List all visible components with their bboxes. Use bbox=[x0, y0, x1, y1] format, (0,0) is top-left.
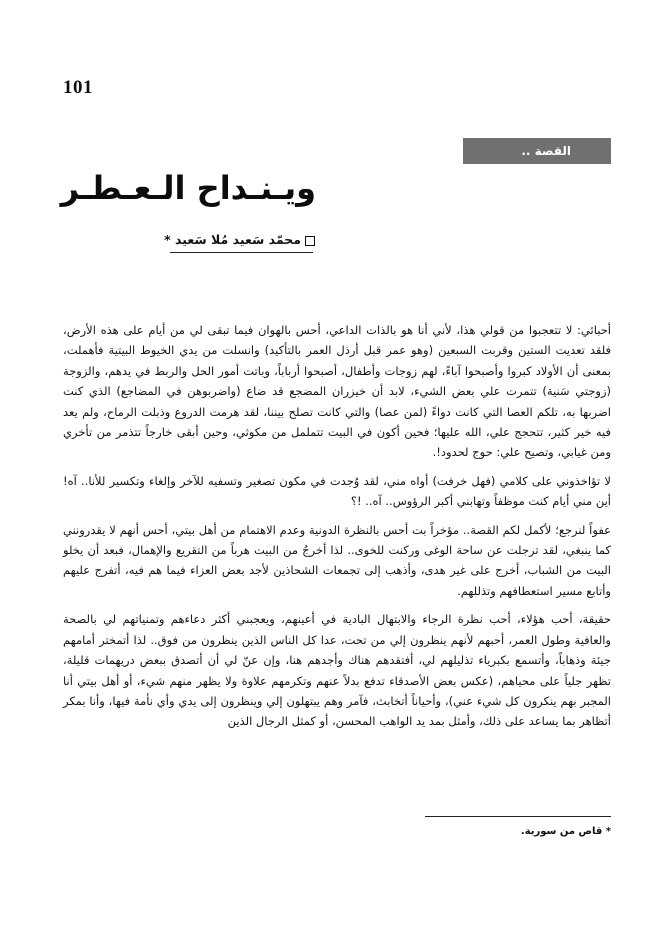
author-byline bbox=[164, 231, 315, 249]
section-label: القصة .. bbox=[463, 138, 611, 164]
story-title: ويـنـداح الـعـطـر bbox=[60, 169, 316, 207]
author-name: محمّد سَعيد مُلا سَعيد * bbox=[164, 232, 301, 247]
paragraph: لا تؤاخذوني على كلامي (فهل خرفت) أواه مني، لقد وُجدت في مكون تصغير وتسفيه للآخر وإلغاء وتكسير للأنا.. آه! أين مني أيام كنت موظفاً وتهابني أكبر الرؤوس.. آه.. !؟ bbox=[63, 473, 611, 509]
paragraph: عفواً لنرجع؛ لأكمل لكم القصة.. مؤخراً بت أحس بالنظرة الدونية وعدم الاهتمام من أهل بيتي، أحس أنهم لا يقدرونني كما ينبغي، لقد ترجلت عن ساحة الوغى وركنت للخوى.. لذا أخرجُ من البيت هرباً من التقريع والإهمال، فبعد أن يخلو البيت من الشباب، أخرج على غير هدى، وأذهب إلى تجمعات الشحاذين لأجد بعض العزاء فيما هم فيه، أتفرج عليهم وأتابع مسير استعطافهم وتذللهم. bbox=[63, 522, 611, 598]
footnote: * قاص من سورية. bbox=[520, 826, 611, 837]
paragraph: أحبائي: لا تتعجبوا من قولي هذا، لأني أنا هو بالذات الداعي، أحس بالهوان فيما تبقى لي من أيام على هذه الأرض، فلقد تعديت الستين وقربت السبعين (وهو عمر قبل أرذل العمر بالتأكيد) وانسلت من يدي الخيوط البيتية فأهملت، بمعنى أن الأولاد كبروا وأصبحوا آباءً، لهم زوجات وأطفال، أصبحوا أرباباً، وباتت أمور الحل والربط في يدهم، والزوجة (زوجتي سَنية) تتمرت علي بعض الشيء، لابد أن خيزران المضجع قد ضاع (واضربوهن في المضاجع) الذي كنت اضربها به، تلكم العصا التي كانت دواءً (لمن عصا) والتي كانت تصلح بيننا، لقد هرمت الدروع وذبلت الرماح، ولم يعد فيه خير كثير، تتحجج علي، الله عليها؛ فحين أكون في البيت تتململ من مكوثي، وحين أبقى خارجاً تتذمر من تأخري ومن غيابي، وتصيح علي: حوج لحدود!. bbox=[63, 323, 611, 460]
author-underline bbox=[170, 252, 313, 253]
footnote-divider bbox=[425, 816, 611, 817]
article-body bbox=[63, 320, 611, 740]
paragraph: حقيقة، أحب هؤلاء، أحب نظرة الرجاء والابتهال البادية في أعينهم، ويعجبني أكثر دعاءهم وتمنياتهم لي بالصحة والعافية وطول العمر، أحبهم لأنهم ينظرون إلي من تحت، عدا كل الناس الذين ينظرون من فوق.. لذا أتمختر أمامهم جيئة وذهاباً، وأتسمع بكبرياء تذليلهم لي، أفتقدهم هناك وأجدهم هنا، وإن عنّ لي أن أتصدق ببعض دريهمات قليلة، تظهر جلياً على محياهم، (عكس بعض الأصدقاء تدفع بدلاً عنهم وتكرمهم علاوة ولا يظهر منهم شيء، أو أهل بيتي أنا المجبر بهم ينكرون كل شيء عني)، وأحياناً أتخابث، فآمر وهم يبتهلون إلي وينظرون إلى يدي وأي نأمة فيها، وأنا بمكر أتظاهر بما يساعد على ذلك، وأمثل بمد يد الواهب المحسن، أو كمثل الرجال الذين bbox=[63, 612, 611, 729]
square-bullet-icon bbox=[305, 236, 315, 246]
page-number: 101 bbox=[63, 77, 93, 98]
